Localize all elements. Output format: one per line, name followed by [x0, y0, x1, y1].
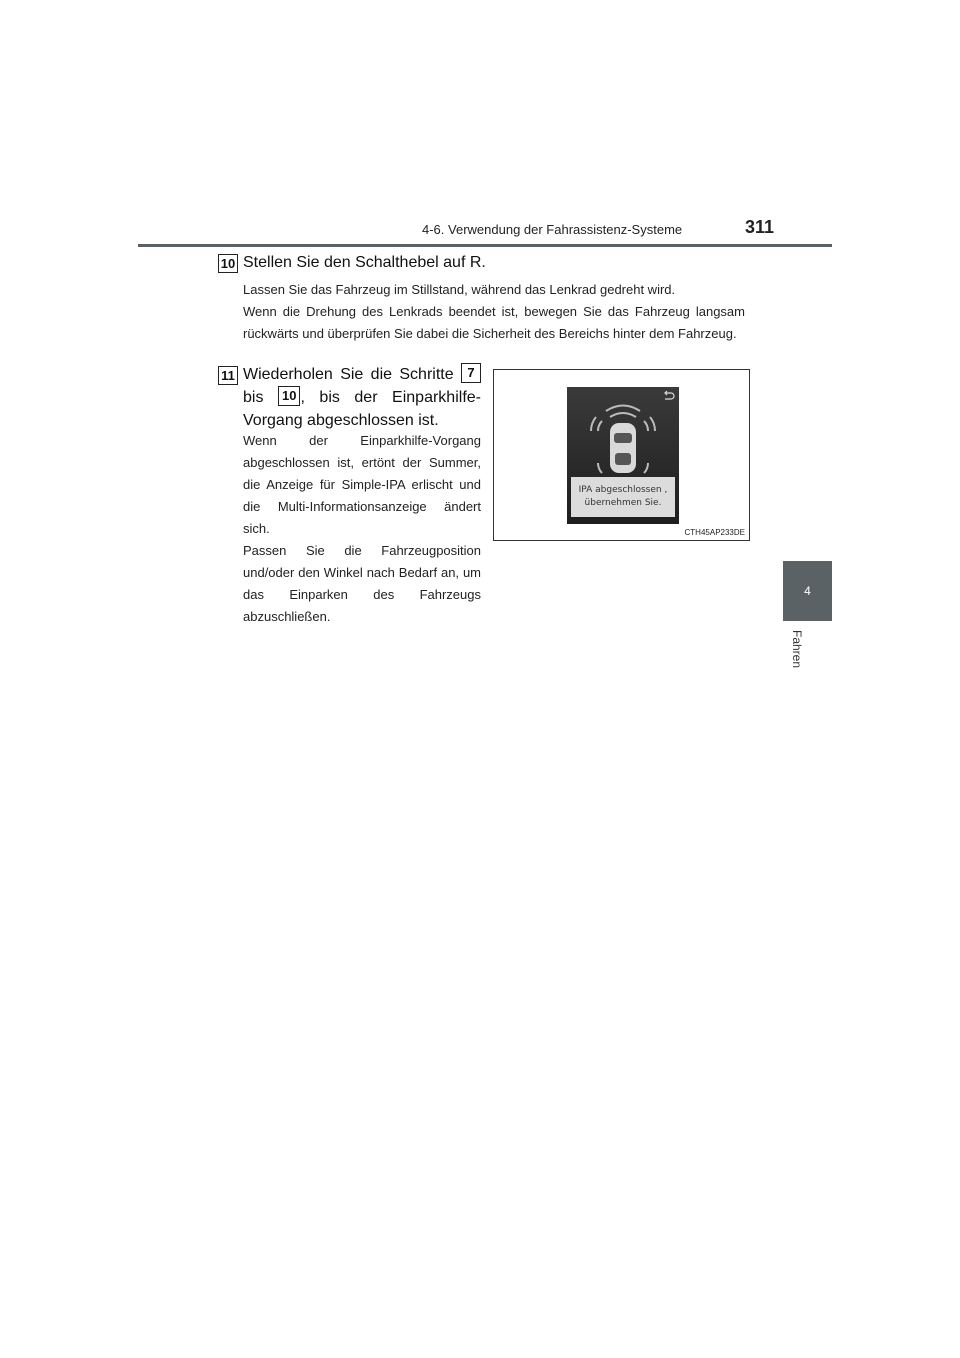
- step-10-body: [243, 279, 745, 345]
- chapter-label: Fahren: [790, 630, 804, 669]
- ipa-message-box: [571, 477, 675, 517]
- step-10-paragraph: Wenn die Drehung des Lenkrads beendet ist, bewegen Sie das Fahrzeug langsam rückwärts und überprüfen Sie dabei die Sicherheit des Bereichs hinter dem Fahrzeug.: [243, 304, 745, 341]
- step-ref-10: 10: [278, 386, 300, 406]
- figure-code: CTH45AP233DE: [684, 528, 745, 537]
- multi-information-display: [567, 387, 679, 524]
- step-11-heading: [243, 363, 481, 432]
- step-10-heading: Stellen Sie den Schalthebel auf R.: [243, 254, 486, 271]
- step-11-heading-part3: , bis der Einparkhilfe-Vorgang abgeschlossen ist.: [243, 389, 481, 429]
- step-11-paragraph: Passen Sie die Fahrzeugposition und/oder den Winkel nach Bedarf an, um das Einparken des Fahrzeugs abzuschließen.: [243, 543, 481, 624]
- step-number-11: 11: [218, 366, 238, 385]
- header-rule: [138, 244, 832, 247]
- car-icon: [610, 423, 636, 473]
- section-title: 4-6. Verwendung der Fahrassistenz-Systeme: [422, 222, 683, 237]
- ipa-message-line1: IPA abgeschlossen ,: [578, 485, 668, 495]
- step-number-10: 10: [218, 254, 238, 273]
- ipa-message-line2: übernehmen Sie.: [584, 498, 662, 508]
- step-10-paragraph: Lassen Sie das Fahrzeug im Stillstand, während das Lenkrad gedreht wird.: [243, 282, 676, 297]
- step-11-heading-part1: Wiederholen Sie die Schritte: [243, 366, 454, 383]
- chapter-tab[interactable]: 4: [783, 561, 832, 621]
- page-number: 311: [745, 217, 775, 237]
- display-illustration: [493, 369, 750, 541]
- step-11-paragraph: Wenn der Einparkhilfe-Vorgang abgeschlossen ist, ertönt der Summer, die Anzeige für Simple-IPA erlischt und die Multi-Informationsanzeige ändert sich.: [243, 433, 481, 536]
- step-11-body: [243, 430, 481, 628]
- step-11-heading-part2: bis: [243, 389, 264, 406]
- step-ref-7: 7: [461, 363, 481, 383]
